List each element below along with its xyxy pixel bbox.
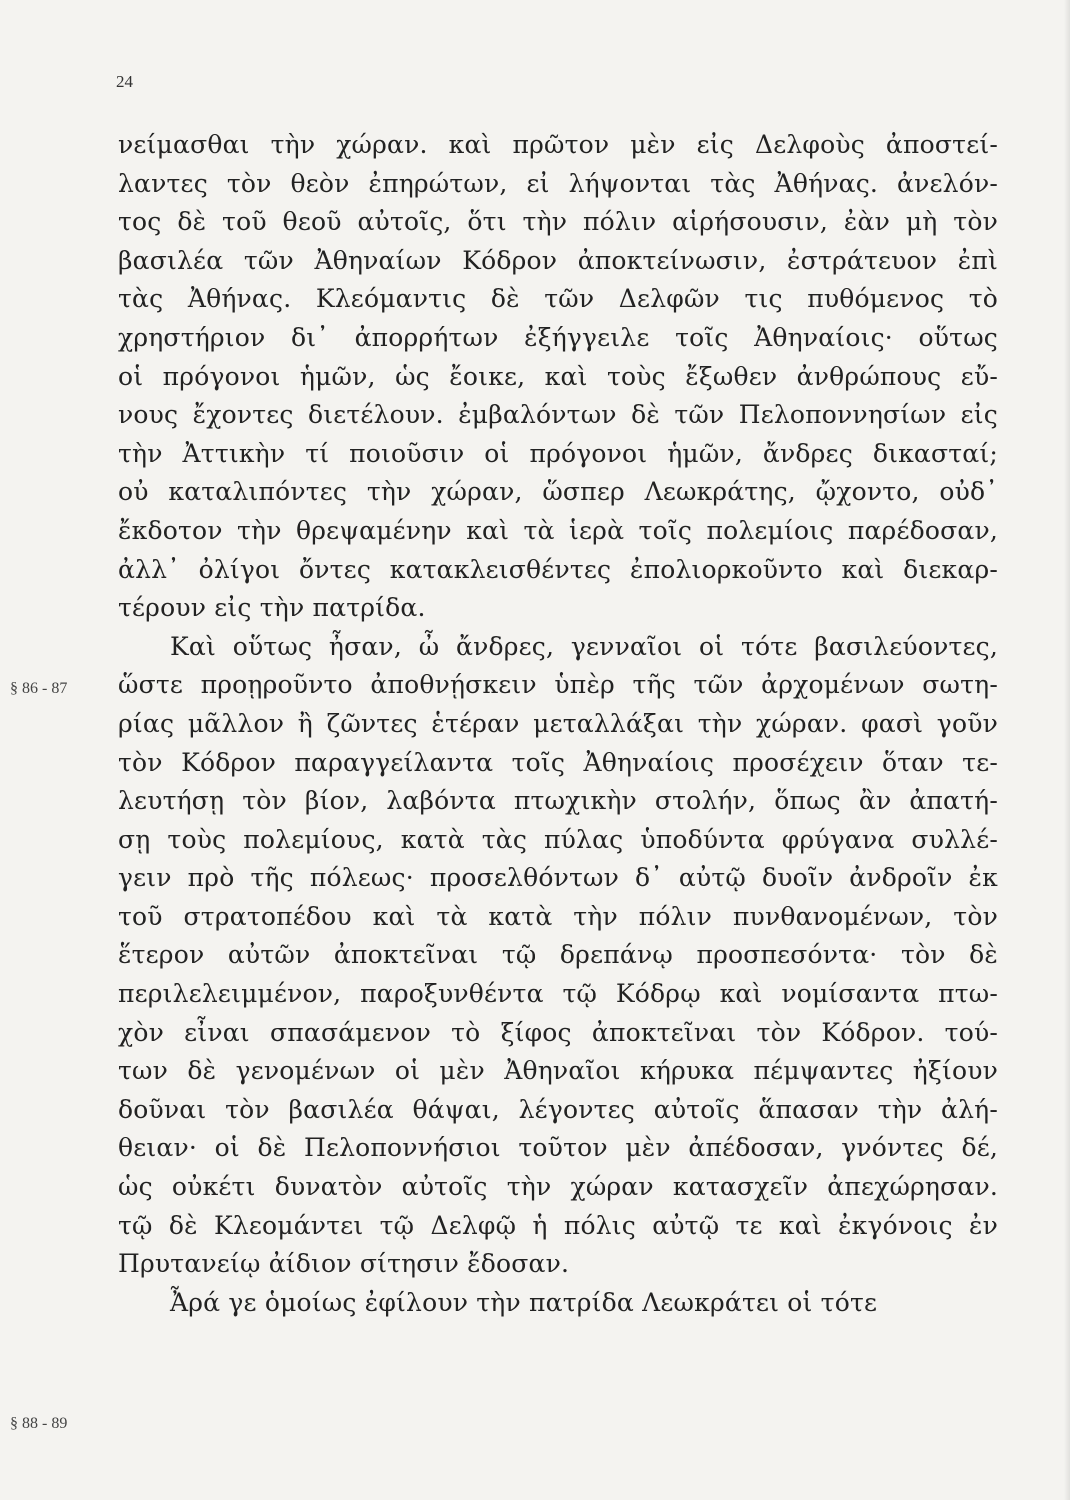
text-line: τος δὲ τοῦ θεοῦ αὐτοῖς, ὅτι τὴν πόλιν αἱρήσουσιν, ἐὰν μὴ τὸν [118, 207, 998, 237]
text-line: τὸν Κόδρον παραγγείλαντα τοῖς Ἀθηναίοις προσέχειν ὅταν τε- [118, 747, 998, 777]
text-line: τοῦ στρατοπέδου καὶ τὰ κατὰ τὴν πόλιν πυνθανομένων, τὸν [118, 901, 998, 931]
margin-reference-86-87: § 86 - 87 [10, 680, 68, 697]
text-line: ἔκδοτον τὴν θρεψαμένην καὶ τὰ ἱερὰ τοῖς πολεμίοις παρέδοσαν, [118, 515, 998, 545]
text-line: λαντες τὸν θεὸν ἐπηρώτων, εἰ λήψονται τὰς Ἀθήνας. ἀνελόν- [118, 168, 998, 198]
text-line: περιλελειμμένον, παροξυνθέντα τῷ Κόδρῳ καὶ νομίσαντα πτω- [118, 979, 998, 1009]
margin-reference-88-89: § 88 - 89 [10, 1415, 68, 1432]
text-line: νους ἔχοντες διετέλουν. ἐμβαλόντων δὲ τῶν Πελοποννησίων εἰς [118, 400, 998, 430]
text-line: γειν πρὸ τῆς πόλεως· προσελθόντων δ᾽ αὐτῷ δυοῖν ἀνδροῖν ἐκ [118, 863, 998, 893]
text-line: ὡς οὐκέτι δυνατὸν αὐτοῖς τὴν χώραν κατασχεῖν ἀπεχώρησαν. [118, 1172, 998, 1202]
text-line: νείμασθαι τὴν χώραν. καὶ πρῶτον μὲν εἰς Δελφοὺς ἀποστεί- [118, 130, 998, 159]
page-edge-shadow [1064, 0, 1070, 1500]
paragraph-start-line: Καὶ οὕτως ἦσαν, ὦ ἄνδρες, γενναῖοι οἱ τότε βασιλεύοντες, [170, 631, 998, 661]
text-line: ὥστε προῃροῦντο ἀποθνῄσκειν ὑπὲρ τῆς τῶν ἀρχομένων σωτη- [118, 670, 998, 700]
text-line: τῷ δὲ Κλεομάντει τῷ Δελφῷ ἡ πόλις αὐτῷ τε καὶ ἐκγόνοις ἐν [118, 1210, 998, 1240]
text-line: δοῦναι τὸν βασιλέα θάψαι, λέγοντες αὐτοῖς ἅπασαν τὴν ἀλή- [118, 1094, 998, 1124]
text-line: χὸν εἶναι σπασάμενον τὸ ξίφος ἀποκτεῖναι τὸν Κόδρον. τού- [118, 1017, 998, 1047]
text-line: θειαν· οἱ δὲ Πελοποννήσιοι τοῦτον μὲν ἀπέδοσαν, γνόντες δέ, [118, 1133, 998, 1163]
text-line: οἱ πρόγονοι ἡμῶν, ὡς ἔοικε, καὶ τοὺς ἔξωθεν ἀνθρώπους εὔ- [118, 361, 998, 391]
text-line: χρηστήριον δι᾽ ἀπορρήτων ἐξήγγειλε τοῖς Ἀθηναίοις· οὕτως [118, 322, 998, 352]
paragraph-start-line: Ἆρά γε ὁμοίως ἐφίλουν τὴν πατρίδα Λεωκράτει οἱ τότε [170, 1287, 878, 1317]
text-line: τὰς Ἀθήνας. Κλεόμαντις δὲ τῶν Δελφῶν τις πυθόμενος τὸ [118, 284, 998, 314]
text-line: Πρυτανείῳ ἀίδιον σίτησιν ἔδοσαν. [118, 1249, 570, 1279]
text-line: σῃ τοὺς πολεμίους, κατὰ τὰς πύλας ὑποδύντα φρύγανα συλλέ- [118, 824, 998, 854]
page-number: 24 [116, 72, 133, 91]
text-line: ρίας μᾶλλον ἢ ζῶντες ἑτέραν μεταλλάξαι τὴν χώραν. φασὶ γοῦν [118, 708, 998, 738]
text-line: λευτήσῃ τὸν βίον, λαβόντα πτωχικὴν στολήν, ὅπως ἂν ἀπατή- [118, 786, 998, 816]
text-line: τέρουν εἰς τὴν πατρίδα. [118, 593, 426, 623]
text-line: ἀλλ᾽ ὀλίγοι ὄντες κατακλεισθέντες ἐπολιορκοῦντο καὶ διεκαρ- [118, 554, 998, 584]
text-line: τὴν Ἀττικὴν τί ποιοῦσιν οἱ πρόγονοι ἡμῶν, ἄνδρες δικασταί; [118, 438, 998, 468]
main-text [118, 126, 998, 1322]
text-line: ἕτερον αὐτῶν ἀποκτεῖναι τῷ δρεπάνῳ προσπεσόντα· τὸν δὲ [118, 940, 998, 970]
text-line: των δὲ γενομένων οἱ μὲν Ἀθηναῖοι κήρυκα πέμψαντες ἠξίουν [118, 1056, 998, 1086]
text-line: βασιλέα τῶν Ἀθηναίων Κόδρον ἀποκτείνωσιν, ἐστράτευον ἐπὶ [118, 245, 998, 275]
text-line: οὐ καταλιπόντες τὴν χώραν, ὥσπερ Λεωκράτης, ᾤχοντο, οὐδ᾽ [118, 477, 998, 507]
